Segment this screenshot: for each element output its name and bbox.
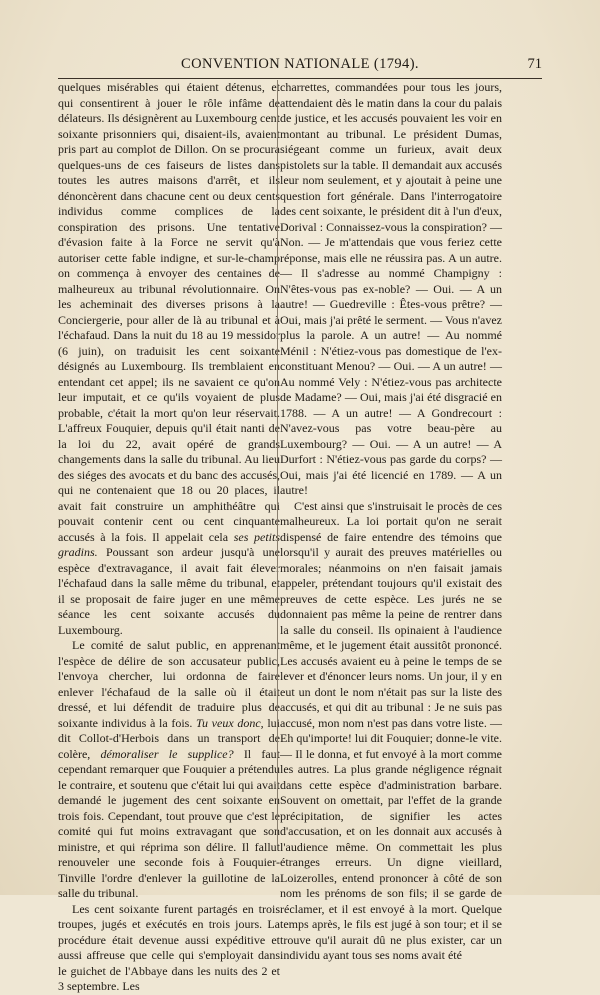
header-rule (58, 78, 542, 79)
left-column (58, 80, 281, 993)
paragraph (58, 80, 280, 638)
paragraph-text: lui dit Collot-d'Herbois dans un transport de colère, (58, 715, 280, 761)
paragraph (58, 638, 280, 902)
paragraph-text: Le comité de salut public, en apprenant l'espèce de délire de son accusateur public, l'envoya chercher, lui ordonna de faire enlever l'échafaud de la salle où il était dressé, et lui défendit de traduire plus de soixante individus à la fois. (58, 638, 280, 730)
paragraph: charrettes, commandées pour tous les jours, attendaient dès le matin dans la cour du palais de justice, et les accusés pouvaient les voir en montant au tribunal. Le président Dumas, siégeant comme un furieux, avait deux pistolets sur la table. Il demandait aux accusés leur nom seulement, et y ajoutait à peine une question fort générale. Dans l'interrogatoire des cent soixante, le président dit à l'un d'eux, Dorival : Connaissez-vous la conspiration? — Non. — Je m'attendais que vous feriez cette réponse, mais elle ne réussira pas. A un autre. — Il s'adresse au nommé Champigny : N'êtes-vous pas ex-noble? — Oui. — A un autre! — Guedreville : Êtes-vous prêtre? — Oui, mais j'ai prêté le serment. — Vous n'avez plus la parole. A un autre! — Au nommé Ménil : N'étiez-vous pas domestique de l'ex-constituant Menou? — Oui. — A un autre! — Au nommé Vely : N'étiez-vous pas architecte de Madame? — Oui, mais j'ai été disgracié en 1788. — A un autre! — A Gondrecourt : N'avez-vous pas votre beau-père au Luxembourg? — Oui. — A un autre! — A Durfort : N'étiez-vous pas garde du corps? — Oui, mais j'ai été licencié en 1789. — A un autre! (280, 80, 502, 497)
italic-phrase: Tu veux donc, (196, 715, 264, 730)
running-title: CONVENTION NATIONALE (1794). (181, 56, 419, 72)
running-header (58, 56, 542, 78)
column-divider (277, 80, 278, 845)
paragraph-text: quelques misérables qui étaient détenus, et qui consentirent à jouer le rôle infâme de délateurs. Ils désignèrent au Luxembourg cent soixante prisonniers qui, disaient-ils, avaient pris part au complot de Dillon. On se procura quelques-uns de ces faiseurs de listes dans toutes les autres maisons d'arrêt, et ils dénoncèrent dans chacune cent ou deux cents individus comme complices de la conspiration des prisons. Une tentative d'évasion faite à la Force ne servit qu'à autoriser cette fable indigne, et sur-le-champ on commença à envoyer des centaines de malheureux au tribunal révolutionnaire. On les acheminait des diverses prisons à la Conciergerie, pour aller de là au tribunal et à l'échafaud. Dans la nuit du 18 au 19 messidor (6 juin), on traduisit les cent soixante désignés au Luxembourg. Ils tremblaient en entendant cet appel; ils ne savaient ce qu'on leur imputait, et ce qu'ils voyaient de plus probable, c'était la mort qu'on leur réservait. L'affreux Fouquier, depuis qu'il était nanti de la loi du 22, avait opéré de grands changements dans la salle du tribunal. Au lieu des siéges des avocats et du banc des accusés, qui ne contenaient que 18 ou 20 places, il avait fait construire un amphithéâtre qui pouvait contenir cent ou cent cinquante accusés à la fois. Il appelait cela (58, 80, 280, 544)
paragraph-text: Il faut cependant remarquer que Fouquier a prétendu le contraire, et soutenu que c'était lui qui avait demandé le jugement des cent soixante en trois fois. Cependant, tout prouve que c'est le comité qui fut moins extravagant que son ministre, et qui réprima son délire. Il fallut renouveler une seconde fois à Fouquier-Tinville l'ordre d'enlever la guillotine de la salle du tribunal. (58, 746, 281, 900)
paragraph: C'est ainsi que s'instruisait le procès de ces malheureux. La loi portait qu'on ne serait dispensé de faire entendre des témoins que lorsqu'il y aurait des preuves matérielles ou morales; néanmoins on n'en faisait jamais appeler, prétendant toujours qu'il existait des preuves de cette espèce. Les jurés ne se donnaient pas même la peine de rentrer dans la salle du conseil. Ils opinaient à l'audience même, et le jugement était aussitôt prononcé. Les accusés avaient eu à peine le temps de se lever et d'énoncer leurs noms. Un jour, il y en eut un dont le nom n'était pas sur la liste des accusés, et qui dit au tribunal : Je ne suis pas accusé, mon nom n'est pas dans votre liste. — Eh qu'importe! lui dit Fouquier; donne-le vite. — Il le donna, et fut envoyé à la mort comme les autres. La plus grande négligence régnait dans cette espèce d'administration barbare. Souvent on omettait, par l'effet de la grande précipitation, de signifier les actes d'accusation, et on les donnait aux accusés à l'audience même. On commettait les plus étranges erreurs. Un digne vieillard, Loizerolles, entend prononcer à côté de son nom les prénoms de son fils; il se garde de réclamer, et il est envoyé à la mort. Quelque temps après, le fils est jugé à son tour; et il se trouve qu'il aurait dû ne plus exister, car un individu ayant tous ses noms avait été (280, 498, 502, 962)
paragraph-text: Poussant son ardeur jusqu'à une espèce d'extravagance, il avait fait élever l'échafaud dans la salle même du tribunal, et il se proposait de faire juger en une même séance les cent soixante accusés du Luxembourg. (58, 545, 281, 637)
right-column (280, 80, 502, 962)
paragraph: Les cent soixante furent partagés en trois troupes, jugés et exécutés en trois jours. La procédure était devenue aussi expéditive et aussi affreuse que celle qui s'employait dans le guichet de l'Abbaye dans les nuits des 2 et 3 septembre. Les (58, 901, 280, 993)
page-number: 71 (527, 56, 542, 72)
italic-phrase: démoraliser le supplice? (100, 746, 234, 761)
italic-phrase: ses petits gradins. (58, 529, 280, 559)
